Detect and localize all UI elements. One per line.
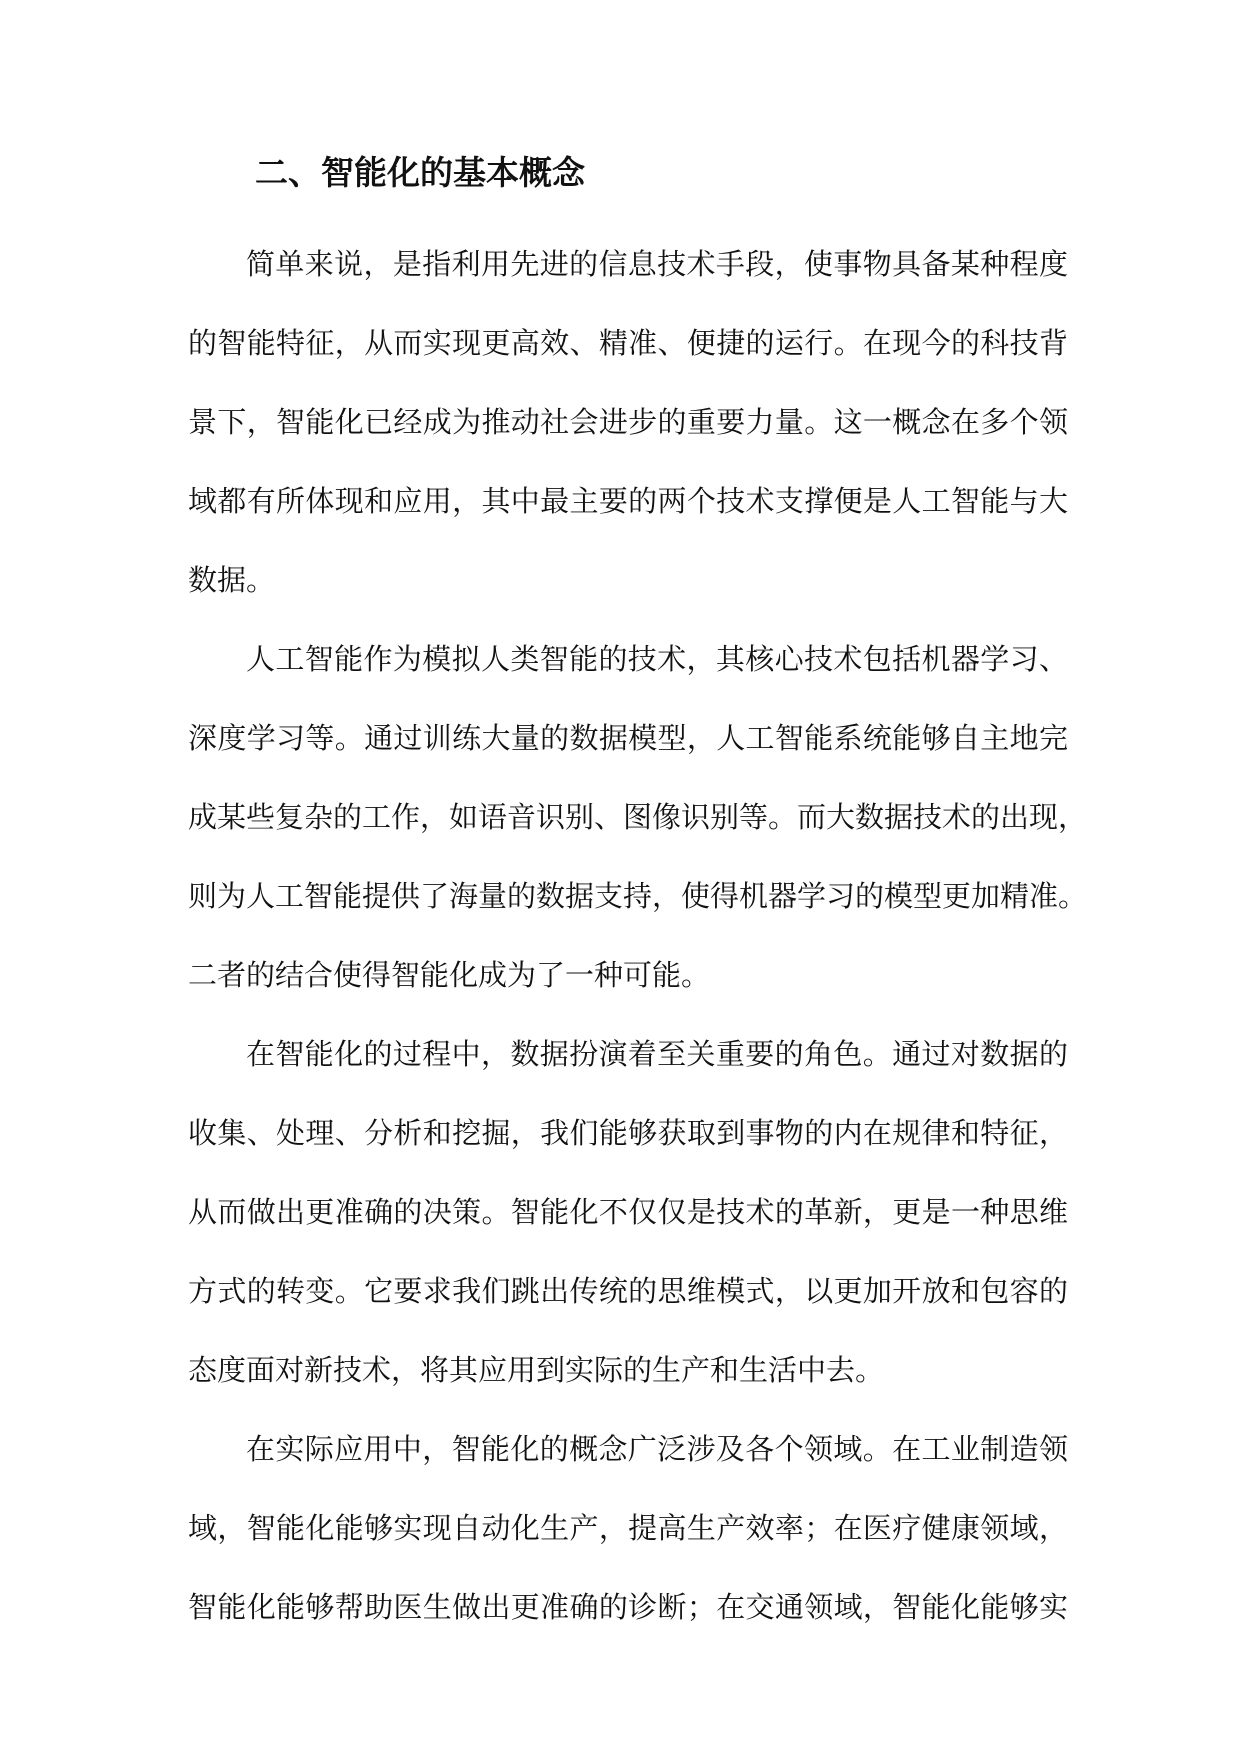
- text-line: 态度面对新技术，将其应用到实际的生产和生活中去。: [188, 1353, 885, 1387]
- text-line: 从而做出更准确的决策。智能化不仅仅是技术的革新，更是一种思维: [188, 1195, 1068, 1229]
- text-line: 方式的转变。它要求我们跳出传统的思维模式，以更加开放和包容的: [188, 1274, 1068, 1308]
- text-line: 简单来说，是指利用先进的信息技术手段，使事物具备某种程度: [246, 247, 1068, 281]
- text-line: 二者的结合使得智能化成为了一种可能。: [188, 958, 711, 992]
- body-text: [188, 225, 1088, 1647]
- paragraph: [188, 1410, 1068, 1647]
- text-line: 景下，智能化已经成为推动社会进步的重要力量。这一概念在多个领: [188, 405, 1068, 439]
- paragraph: [188, 620, 1088, 1015]
- text-line: 人工智能作为模拟人类智能的技术，其核心技术包括机器学习、: [246, 642, 1068, 676]
- text-line: 收集、处理、分析和挖掘，我们能够获取到事物的内在规律和特征，: [188, 1116, 1068, 1150]
- text-line: 深度学习等。通过训练大量的数据模型，人工智能系统能够自主地完: [188, 721, 1068, 755]
- paragraph: [188, 225, 1068, 620]
- text-line: 的智能特征，从而实现更高效、精准、便捷的运行。在现今的科技背: [188, 326, 1068, 360]
- section-heading: 二、智能化的基本概念: [255, 153, 585, 192]
- text-line: 域都有所体现和应用，其中最主要的两个技术支撑便是人工智能与大: [188, 484, 1068, 518]
- text-line: 在智能化的过程中，数据扮演着至关重要的角色。通过对数据的: [246, 1037, 1068, 1071]
- text-line: 域，智能化能够实现自动化生产，提高生产效率；在医疗健康领域，: [188, 1511, 1068, 1545]
- text-line: 智能化能够帮助医生做出更准确的诊断；在交通领域，智能化能够实: [188, 1590, 1068, 1624]
- text-line: 在实际应用中，智能化的概念广泛涉及各个领域。在工业制造领: [246, 1432, 1068, 1466]
- text-line: 成某些复杂的工作，如语音识别、图像识别等。而大数据技术的出现，: [188, 800, 1088, 834]
- text-line: 则为人工智能提供了海量的数据支持，使得机器学习的模型更加精准。: [188, 879, 1088, 913]
- text-line: 数据。: [188, 563, 276, 597]
- paragraph: [188, 1015, 1068, 1410]
